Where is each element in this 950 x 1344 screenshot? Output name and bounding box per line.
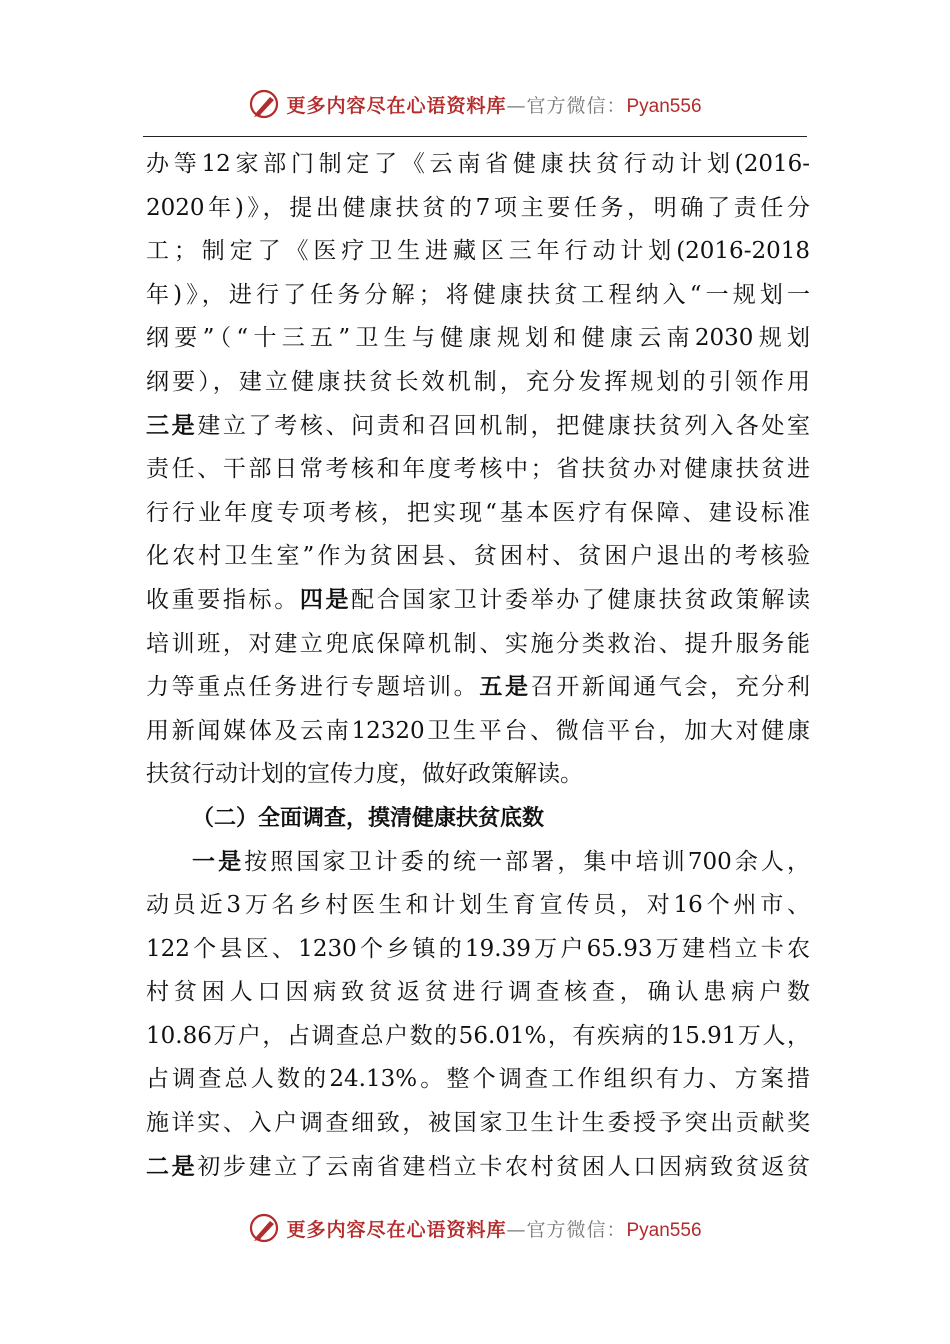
text-line: 化农村卫生室”作为贫困县、贫困村、贫困户退出的考核验 — [146, 543, 810, 570]
document-body — [146, 143, 810, 1189]
text-line: 力等重点任务进行专题培训。五是召开新闻通气会，充分利 — [146, 674, 811, 701]
bold-marker: 二是 — [146, 1153, 198, 1180]
pen-logo-icon — [248, 87, 282, 121]
footer-banner — [0, 1208, 950, 1248]
text-line: 一是按照国家卫计委的统一部署，集中培训700余人， — [192, 848, 811, 875]
text-line: 办等12家部门制定了《云南省健康扶贫行动计划(2016- — [146, 151, 810, 177]
bold-marker: 四是 — [299, 586, 352, 613]
text-line: 行行业年度专项考核，把实现“基本医疗有保障、建设标准 — [146, 499, 810, 526]
text-line: 责任、干部日常考核和年度考核中；省扶贫办对健康扶贫进 — [146, 456, 810, 483]
banner-text: 更多内容尽在心语资料库—官方微信：Pyan556 — [286, 1218, 702, 1241]
text-line: 纲要），建立健康扶贫长效机制，充分发挥规划的引领作用 — [146, 368, 810, 395]
text-line: 收重要指标。四是配合国家卫计委举办了健康扶贫政策解读 — [146, 586, 811, 613]
text-line: 10.86万户，占调查总户数的56.01%，有疾病的15.91万人， — [146, 1022, 810, 1049]
text-line: 2020年)》，提出健康扶贫的7项主要任务，明确了责任分 — [146, 194, 810, 221]
bold-marker: 五是 — [479, 674, 531, 701]
text-line: 施详实、入户调查细致，被国家卫生计生委授予突出贡献奖 — [146, 1110, 810, 1137]
section-heading: （二）全面调查，摸清健康扶贫底数 — [192, 805, 545, 831]
text-line: 扶贫行动计划的宣传力度，做好政策解读。 — [146, 761, 583, 788]
text-line: 占调查总人数的24.13%。整个调查工作组织有力、方案措 — [146, 1066, 810, 1093]
text-line: 纲要”（“十三五”卫生与健康规划和健康云南2030规划 — [146, 325, 810, 352]
text-line: 动员近3万名乡村医生和计划生育宣传员，对16个州市、 — [146, 892, 810, 919]
bold-marker: 三是 — [146, 412, 198, 439]
pen-logo-icon — [248, 1211, 282, 1245]
text-line: 培训班，对建立兜底保障机制、实施分类救治、提升服务能 — [146, 630, 810, 657]
text-line: 年)》，进行了任务分解；将健康扶贫工程纳入“一规划一 — [146, 281, 810, 308]
bold-marker: 一是 — [192, 848, 245, 875]
banner-text: 更多内容尽在心语资料库—官方微信：Pyan556 — [286, 94, 702, 117]
header-banner — [0, 84, 950, 124]
text-line: 工；制定了《医疗卫生进藏区三年行动计划(2016-2018 — [146, 238, 810, 265]
text-line: 122个县区、1230个乡镇的19.39万户65.93万建档立卡农 — [146, 935, 810, 962]
text-line: 三是建立了考核、问责和召回机制，把健康扶贫列入各处室 — [146, 412, 811, 439]
text-line: 用新闻媒体及云南12320卫生平台、微信平台，加大对健康 — [146, 717, 810, 744]
text-line: 村贫困人口因病致贫返贫进行调查核查，确认患病户数 — [146, 979, 810, 1006]
header-rule — [143, 136, 807, 137]
text-line: 二是初步建立了云南省建档立卡农村贫困人口因病致贫返贫 — [146, 1153, 811, 1180]
